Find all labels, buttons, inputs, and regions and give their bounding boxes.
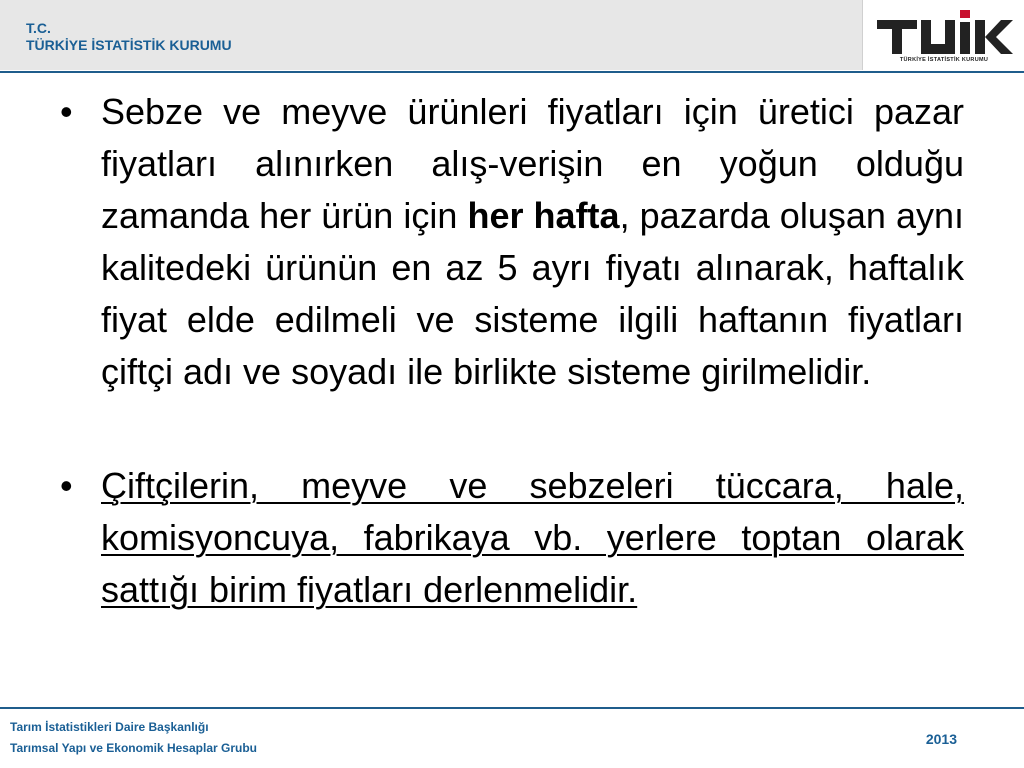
org-line-name: TÜRKİYE İSTATİSTİK KURUMU: [26, 37, 232, 53]
footer-line-2: Tarımsal Yapı ve Ekonomik Hesaplar Grubu: [10, 741, 257, 755]
bullet-text: [101, 86, 964, 398]
tuik-logo-mark: [875, 8, 1013, 56]
org-line-tc: T.C.: [26, 20, 51, 36]
bullet-text-part: , pazarda oluşan aynı kalitedeki ürünün en az 5 ayrı fiyatı alınarak, haftalık fiyat elde edilmeli ve sisteme ilgili haftanın fiyatları çiftçi adı ve soyadı ile birlikte sisteme girilmelidir.: [101, 195, 964, 392]
footer-department: [10, 717, 257, 759]
bullet-text-bold: her hafta: [467, 195, 620, 236]
footer-divider: [0, 707, 1024, 709]
organization-title: [26, 20, 232, 54]
bullet-marker: •: [60, 465, 73, 506]
slide-content: [60, 86, 964, 616]
footer-year: 2013: [925, 731, 957, 747]
tuik-logo: [862, 0, 1024, 70]
bullet-text-part: Sebze ve meyve ürünleri fiyatları için üretici pazar fiyatları alınırken alış-verişin en yoğun olduğu zamanda her ürün için: [101, 91, 964, 236]
bullet-text-underlined: Çiftçilerin, meyve ve sebzeleri tüccara, hale, komisyoncuya, fabrikaya vb. yerlere toptan olarak sattığı birim fiyatları derlenmelidir.: [101, 465, 964, 610]
logo-caption: TÜRKİYE İSTATİSTİK KURUMU: [899, 57, 989, 63]
bullet-item: [60, 86, 964, 398]
bullet-item: [60, 460, 964, 616]
header-divider: [0, 71, 1024, 73]
bullet-marker: •: [60, 91, 73, 132]
footer-line-1: Tarım İstatistikleri Daire Başkanlığı: [10, 720, 209, 734]
